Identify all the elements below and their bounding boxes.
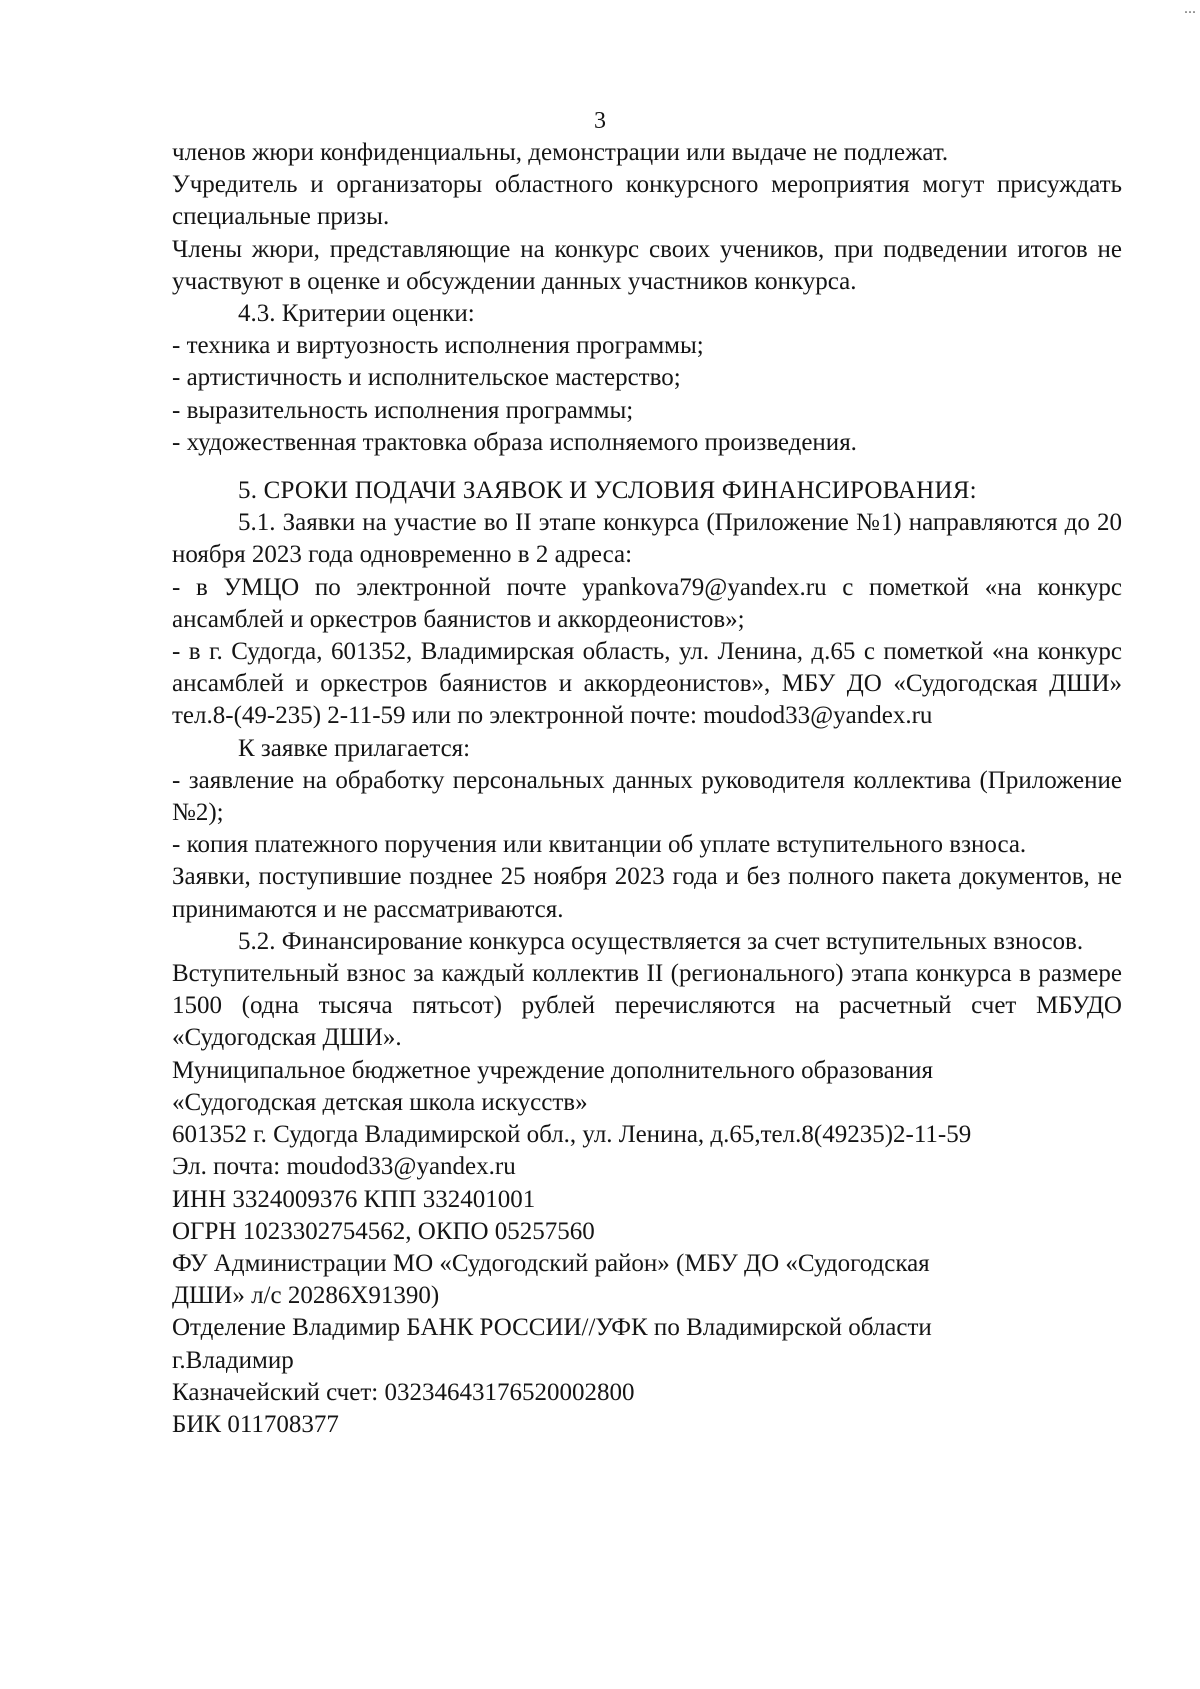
paragraph-5-1: 5.1. Заявки на участие во II этапе конкурса (Приложение №1) направляются до 20 ноября 2023 года одновременно в 2 адреса: bbox=[172, 509, 1123, 569]
document-body bbox=[172, 137, 1122, 1441]
paragraph-late-applications: Заявки, поступившие позднее 25 ноября 2023 года и без полного пакета документов, не принимаются и не рассматриваются. bbox=[172, 863, 1122, 923]
criteria-heading: 4.3. Критерии оценки: bbox=[238, 300, 475, 328]
address-umco: - в УМЦО по электронной почте ypankova79@yandex.ru с пометкой «на конкурс ансамблей и оркестров баянистов и аккордеонистов»; bbox=[172, 573, 1122, 633]
requisites-line: ФУ Администрации МО «Судогодский район» (МБУ ДО «Судогодская bbox=[172, 1249, 930, 1277]
paragraph-entry-fee: Вступительный взнос за каждый коллектив II (регионального) этапа конкурса в размере 1500 (одна тысяча пятьсот) рублей перечисляются на расчетный счет МБУДО «Судогодская ДШИ». bbox=[172, 960, 1122, 1052]
attachment-item: - заявление на обработку персональных данных руководителя коллектива (Приложение №2); bbox=[172, 766, 1122, 827]
requisites-line: 601352 г. Судогда Владимирской обл., ул. Ленина, д.65,тел.8(49235)2-11-59 bbox=[172, 1121, 972, 1149]
requisites-line: ДШИ» л/с 20286X91390) bbox=[172, 1282, 440, 1310]
paragraph-jury-members: Члены жюри, представляющие на конкурс своих учеников, при подведении итогов не участвуют в оценке и обсуждении данных участников конкурса. bbox=[172, 235, 1122, 295]
requisites-line: ИНН 3324009376 КПП 332401001 bbox=[172, 1185, 536, 1213]
section-5-title: 5. СРОКИ ПОДАЧИ ЗАЯВОК И УСЛОВИЯ ФИНАНСИРОВАНИЯ: bbox=[238, 477, 977, 505]
address-sudogda: - в г. Судогда, 601352, Владимирская область, ул. Ленина, д.65 с пометкой «на конкурс ансамблей и оркестров баянистов и аккордеонистов», МБУ ДО «Судогодская ДШИ» тел.8-(49-235) 2-11-59 или по электронной почте: moudod33@yandex.ru bbox=[172, 638, 1122, 730]
criteria-item: - техника и виртуозность исполнения программы; bbox=[172, 332, 704, 360]
requisites-line: БИК 011708377 bbox=[172, 1410, 339, 1438]
requisites-line: г.Владимир bbox=[172, 1346, 294, 1374]
attachment-item: - копия платежного поручения или квитанции об уплате вступительного взноса. bbox=[172, 831, 1027, 859]
attachments-heading: К заявке прилагается: bbox=[238, 734, 471, 762]
requisites-line: Отделение Владимир БАНК РОССИИ//УФК по Владимирской области bbox=[172, 1314, 932, 1342]
criteria-item: - артистичность и исполнительское мастерство; bbox=[172, 364, 681, 392]
requisites-line: Казначейский счет: 03234643176520002800 bbox=[172, 1378, 635, 1406]
requisites-line: «Судогодская детская школа искусств» bbox=[172, 1088, 588, 1116]
criteria-item: - художественная трактовка образа исполняемого произведения. bbox=[172, 428, 857, 456]
paragraph-jury-confidential: членов жюри конфиденциальны, демонстрации или выдаче не подлежат. bbox=[172, 139, 949, 166]
paragraph-special-prizes: Учредитель и организаторы областного конкурсного мероприятия могут присуждать специальные призы. bbox=[172, 171, 1122, 231]
requisites-line: Муниципальное бюджетное учреждение дополнительного образования bbox=[172, 1056, 933, 1084]
corner-mark: ... bbox=[1184, 0, 1196, 17]
requisites-line: Эл. почта: moudod33@yandex.ru bbox=[172, 1153, 516, 1181]
paragraph-5-2: 5.2. Финансирование конкурса осуществляется за счет вступительных взносов. bbox=[238, 927, 1084, 955]
requisites-line: ОГРН 1023302754562, ОКПО 05257560 bbox=[172, 1217, 595, 1245]
criteria-item: - выразительность исполнения программы; bbox=[172, 396, 634, 424]
page-number: 3 bbox=[594, 108, 606, 134]
